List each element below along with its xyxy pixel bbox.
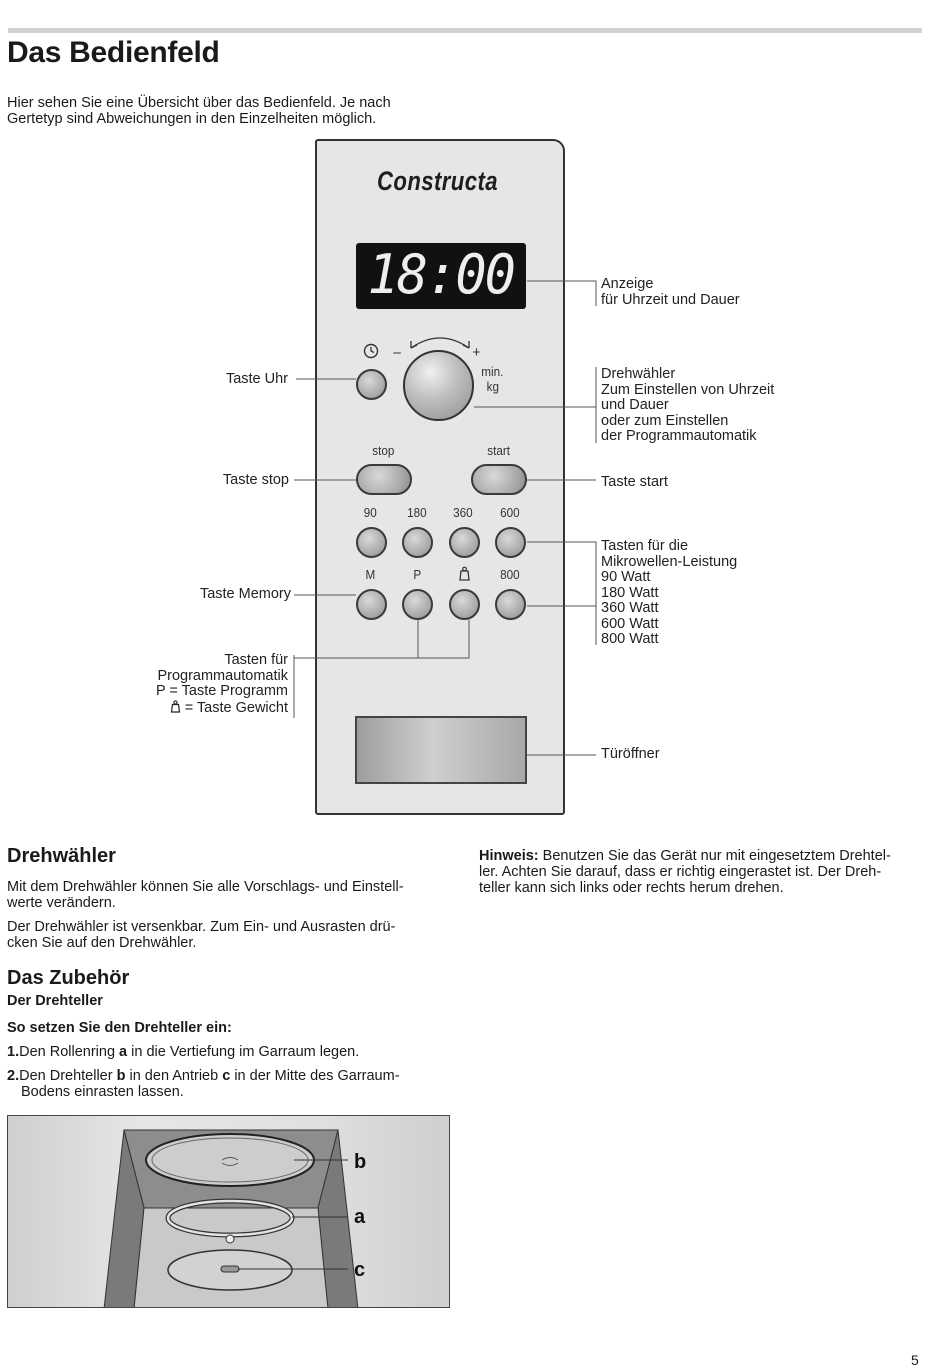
memory-label: M <box>365 567 376 582</box>
callout-stop-key: Taste stop <box>222 472 289 488</box>
callout-dial: Drehwähler Zum Einstellen von Uhrzeit und Dauer oder zum Einstellen der Programmautomatik <box>601 366 775 444</box>
power-label-600: 600 <box>500 505 520 520</box>
power-label-800: 800 <box>500 567 520 582</box>
accessory-section <box>7 967 452 1100</box>
dial-heading: Drehwähler <box>7 845 116 867</box>
brand-logo: Constructa <box>377 166 498 196</box>
power-label-90: 90 <box>363 505 377 520</box>
weight-icon <box>170 700 181 713</box>
instruction-heading: So setzen Sie den Drehteller ein: <box>7 1020 232 1036</box>
dial-para-1: Mit dem Drehwähler können Sie alle Vorschlags- und Einstell- werte verändern. <box>7 879 404 911</box>
callout-clock-key: Taste Uhr <box>225 371 288 387</box>
power-label-360: 360 <box>453 505 473 520</box>
step-1: 1.Den Rollenring a in die Vertiefung im Garraum legen. <box>7 1044 360 1060</box>
turntable-drawing <box>8 1116 450 1308</box>
turntable-subheading: Der Drehteller <box>7 993 103 1009</box>
clock-readout: 18:00 <box>367 243 514 307</box>
dial-para-2: Der Drehwähler ist versenkbar. Zum Ein- und Ausrasten drü- cken Sie auf den Drehwähler. <box>7 919 396 951</box>
minus-sign: – <box>393 344 401 361</box>
program-label: P <box>413 567 422 582</box>
callout-auto-keys: Tasten für Programmautomatik P = Taste Programm = Taste Gewicht <box>155 652 288 716</box>
start-label: start <box>487 443 511 458</box>
knob-label-min: min. <box>481 364 504 379</box>
callout-memory-key: Taste Memory <box>199 586 291 602</box>
power-label-180: 180 <box>407 505 427 520</box>
callout-power-keys: Tasten für die Mikrowellen-Leistung 90 Watt 180 Watt 360 Watt 600 Watt 800 Watt <box>601 538 738 647</box>
plus-sign: + <box>472 344 481 361</box>
step-2: 2.Den Drehteller b in den Antrieb c in der Mitte des Garraum- Bodens einrasten lassen. <box>7 1068 400 1100</box>
figure-label-a: a <box>354 1206 366 1228</box>
callout-door-opener: Türöffner <box>601 746 660 762</box>
page-title: Das Bedienfeld <box>7 36 220 69</box>
accessory-heading: Das Zubehör <box>7 967 130 989</box>
stop-label: stop <box>372 443 395 458</box>
callout-start-key: Taste start <box>601 474 668 490</box>
note-block: Hinweis: Benutzen Sie das Gerät nur mit eingesetztem Drehtel- ler. Achten Sie darauf, dass er richtig eingerastet ist. Der Dreh- teller kann sich links oder rechts herum drehen. <box>479 848 891 896</box>
callout-display: Anzeige für Uhrzeit und Dauer <box>601 276 740 308</box>
intro-text: Hier sehen Sie eine Übersicht über das Bedienfeld. Je nach Gertetyp sind Abweichungen in den Einzelheiten möglich. <box>7 95 391 127</box>
knob-label-kg: kg <box>486 379 500 394</box>
turntable-illustration <box>7 1115 450 1308</box>
figure-label-b: b <box>354 1151 367 1173</box>
dial-section <box>7 845 447 951</box>
page-number: 5 <box>911 1352 919 1368</box>
figure-label-c: c <box>354 1259 366 1281</box>
